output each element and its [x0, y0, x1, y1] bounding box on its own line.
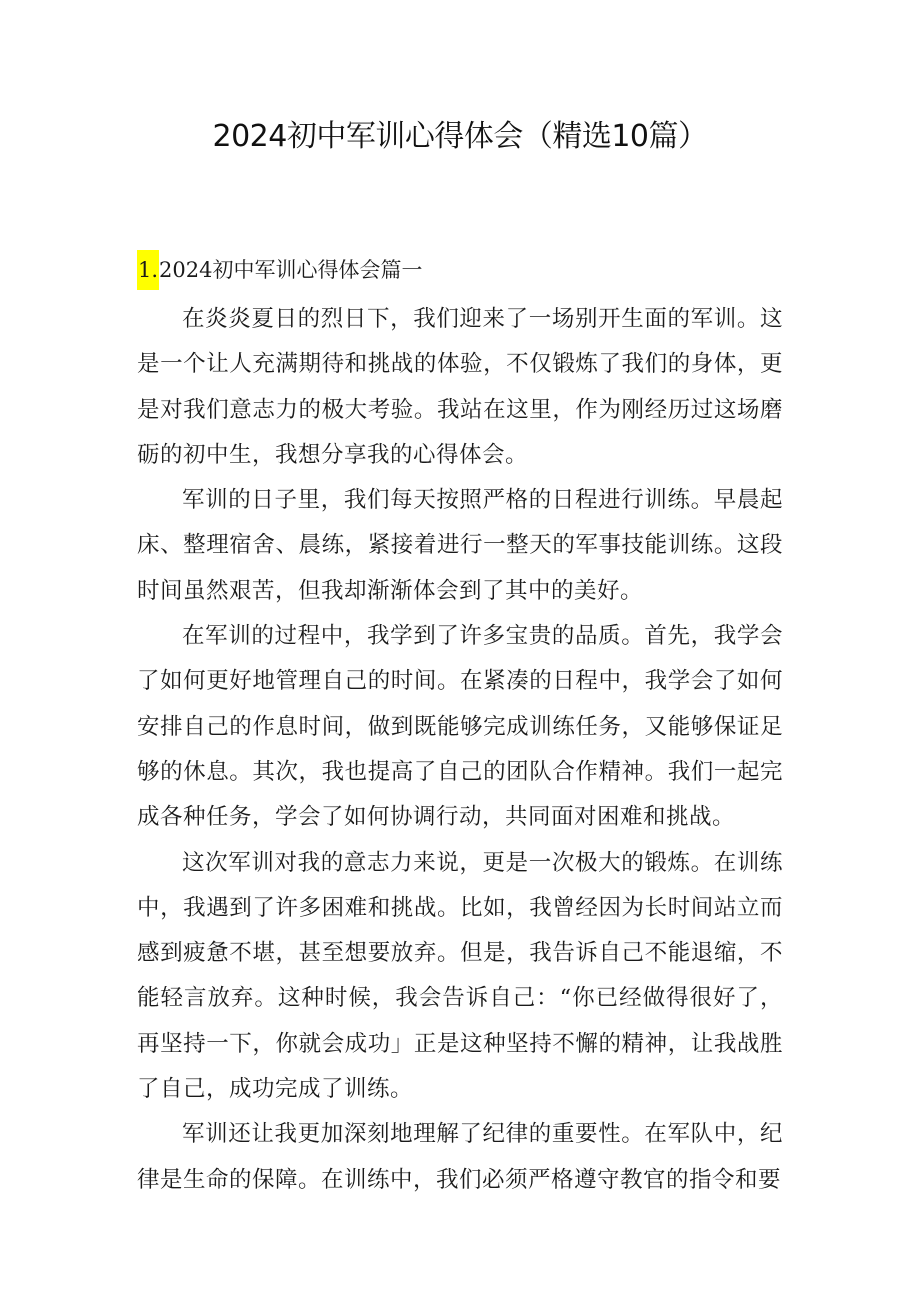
- paragraph: 军训的日子里，我们每天按照严格的日程进行训练。早晨起床、整理宿舍、晨练，紧接着进行一整天的军事技能训练。这段时间虽然艰苦，但我却渐渐体会到了其中的美好。: [137, 487, 783, 604]
- paragraph: 军训还让我更加深刻地理解了纪律的重要性。在军队中，纪律是生命的保障。在训练中，我们必须严格遵守教官的指令和要: [137, 1121, 783, 1193]
- section-number-highlighted: 1.: [137, 250, 159, 290]
- paragraph: 这次军训对我的意志力来说，更是一次极大的锻炼。在训练中，我遇到了许多困难和挑战。比如，我曾经因为长时间站立而感到疲惫不堪，甚至想要放弃。但是，我告诉自己不能退缩，不能轻言放弃。这种时候，我会告诉自己：“你已经做得很好了，再坚持一下，你就会成功」正是这种坚持不懈的精神，让我战胜了自己，成功完成了训练。: [137, 849, 783, 1103]
- paragraph: 在炎炎夏日的烈日下，我们迎来了一场别开生面的军训。这是一个让人充满期待和挑战的体验，不仅锻炼了我们的身体，更是对我们意志力的极大考验。我站在这里，作为刚经历过这场磨砺的初中生，我想分享我的心得体会。: [137, 306, 783, 468]
- paragraph: 在军训的过程中，我学到了许多宝贵的品质。首先，我学会了如何更好地管理自己的时间。在紧凑的日程中，我学会了如何安排自己的作息时间，做到既能够完成训练任务，又能够保证足够的休息。其次，我也提高了自己的团队合作精神。我们一起完成各种任务，学会了如何协调行动，共同面对困难和挑战。: [137, 623, 783, 831]
- body-text: [137, 297, 783, 1203]
- section-heading: [137, 250, 423, 290]
- document-title: 2024初中军训心得体会（精选10篇）: [212, 119, 708, 154]
- section-heading-text: 2024初中军训心得体会篇一: [159, 258, 423, 282]
